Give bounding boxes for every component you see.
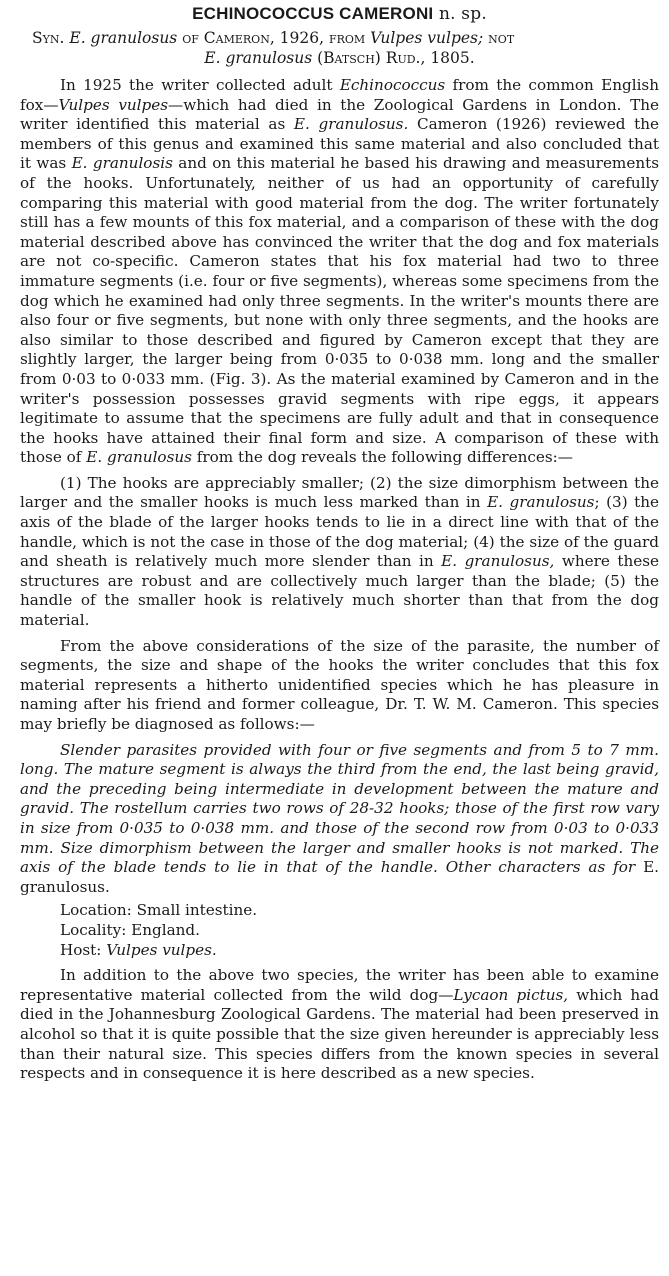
paragraph-diagnosis xyxy=(20,741,659,898)
syn-of: of xyxy=(182,29,199,47)
text-run: —which had died in the Zoological Gardens in London. The writer identified this material as xyxy=(20,95,659,134)
synonymy-line-2 xyxy=(20,48,659,68)
syn-year-1: , 1926, xyxy=(269,29,325,47)
location-value: Small intestine. xyxy=(136,901,258,920)
taxon-name: E. granulosus. xyxy=(20,858,659,896)
text-run: and on this material he based his drawing and measurements of the hooks. Unfortunately, neither of us had an opportunity of carefully comparing this material with good material from the dog. The writer fortunately still has a few mounts of this fox material, and a comparison of these with the dog material described above has convinced the writer that the dog and fox materials are not co-specific. Cameron states that his fox material had two to three immature segments (i.e. four or five segments), whereas some specimens from the dog which he examined had only three segments. In the writer's mounts there are also four or five segments, but none with only three segments, and the hooks are also similar to those described and figured by Cameron except that they are slightly larger, the larger being from 0·035 to 0·038 mm. long and the smaller from 0·03 to 0·033 mm. (Fig. 3). As the material examined by Cameron and in the writer's possession possesses gravid segments with ripe eggs, it appears legitimate to assume that the specimens are fully adult and that in consequence the hooks have attained their final form and size. A comparison of these with those of xyxy=(20,154,659,467)
syn-authority: Batsch xyxy=(323,49,375,67)
syn-not: not xyxy=(488,29,515,47)
location-row xyxy=(60,901,659,921)
locality-value: England. xyxy=(131,920,200,939)
locality-row xyxy=(60,921,659,941)
taxon-name: E. granulosus xyxy=(487,493,595,512)
text-run: where these structures are robust and are collectively much larger than the blade; (5) the handle of the smaller hook is relatively much shorter than that from the dog material. xyxy=(20,552,660,630)
taxon-name: E. granulosis xyxy=(71,154,173,173)
syn-label: Syn. xyxy=(32,29,65,47)
syn-paren-open: ( xyxy=(312,49,324,67)
taxon-name: Lycaon pictus, xyxy=(453,985,569,1004)
syn-from: from xyxy=(329,29,366,47)
taxon-name: E. granulosus, xyxy=(441,552,555,571)
text-run: which had died in the Johannesburg Zoological Gardens. The material had been preserved in alcohol so that it is quite possible that the size given hereunder is appreciably less than their natural size. This species differs from the known species in several respects and in consequence it is here described as a new species. xyxy=(20,985,659,1083)
host-row xyxy=(60,941,659,961)
taxon-name: Echinococcus xyxy=(339,76,446,94)
paragraph-introduction xyxy=(20,76,659,468)
species-title xyxy=(20,4,659,24)
paragraph-differences xyxy=(20,474,659,631)
syn-author-1: Cameron xyxy=(203,29,270,47)
species-name: ECHINOCOCCUS CAMERONI xyxy=(192,4,434,23)
text-run: Slender parasites provided with four or five segments and from 5 to 7 mm. long. The mature segment is always the third from the end, the last being gravid, and the preceding being intermediate in development between the mature and gravid. The rostellum carries two rows of 28-32 hooks; those of the first row vary in size from 0·035 to 0·038 mm. and those of the second row from 0·03 to 0·033 mm. Size dimorphism between the larger and smaller hooks is not marked. The axis of the blade tends to lie in that of the handle. Other characters as for xyxy=(20,740,659,877)
text-run: from the common English fox— xyxy=(20,76,659,114)
taxon-name: Vulpes vulpes xyxy=(58,95,169,114)
text-run: Cameron (1926) reviewed the members of this genus and examined this same material and also concluded that it was xyxy=(20,115,659,173)
taxon-name: E. granulosus. xyxy=(293,115,409,134)
new-species-marker: n. sp. xyxy=(438,4,487,24)
text-run: In 1925 the writer collected adult xyxy=(60,76,340,94)
locality-label: Locality: xyxy=(60,920,127,939)
taxon-name: E. granulosus xyxy=(86,448,192,467)
location-label: Location: xyxy=(60,901,132,920)
syn-host: Vulpes vulpes; xyxy=(370,29,484,47)
paragraph-lycaon xyxy=(20,966,659,1084)
text-run: (1) The hooks are appreciably smaller; (2) the size dimorphism between the larger and the smaller hooks is much less marked than in xyxy=(20,473,659,512)
syn-year-2: , 1805. xyxy=(420,49,475,67)
syn-taxon-1: E. granulosus xyxy=(69,29,178,47)
host-label: Host: xyxy=(60,940,102,959)
synonymy-line-1 xyxy=(20,28,659,48)
paragraph-conclusion xyxy=(20,637,659,735)
syn-author-2: Rud. xyxy=(385,49,421,67)
specimen-metadata xyxy=(60,901,659,960)
syn-paren-close: ) xyxy=(374,49,386,67)
text-run: ; (3) the axis of the blade of the larger hooks tends to lie in a direct line with that of the handle, which is not the case in those of the dog material; (4) the size of the guard and sheath is relatively much more slender than in xyxy=(20,493,659,571)
text-run: From the above considerations of the size of the parasite, the number of segments, the size and shape of the hooks the writer concludes that this fox material represents a hitherto unidentified species which he has pleasure in naming after his friend and former colleague, Dr. T. W. M. Cameron. This species may briefly be diagnosed as follows:— xyxy=(20,636,659,733)
text-run: In addition to the above two species, the writer has been able to examine representative material collected from the wild dog— xyxy=(20,966,659,1004)
host-value: Vulpes vulpes. xyxy=(106,940,217,959)
syn-taxon-2: E. granulosus xyxy=(204,49,313,67)
text-run: from the dog reveals the following differences:— xyxy=(191,448,573,467)
